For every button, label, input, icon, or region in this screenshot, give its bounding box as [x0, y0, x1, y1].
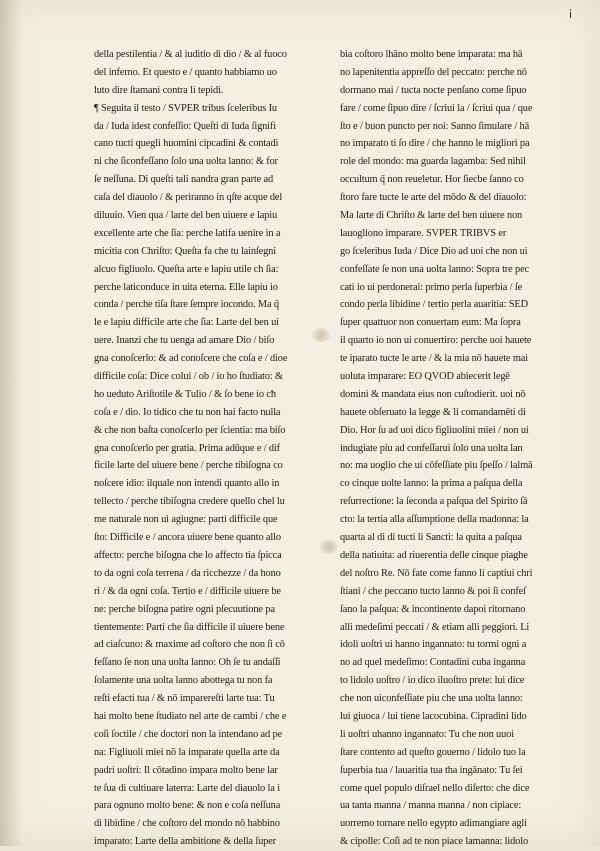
- text-line: che non uiconfeſſiate piu che una uolta lanno:: [340, 693, 523, 705]
- text-line: bia coſtoro lhāno molto bene imparata: ma hā: [340, 49, 523, 60]
- text-line: ſano la paſqua: & incontinente dapoi ritornano: [340, 603, 526, 615]
- text-line: idoli uoſtri ui hanno ingannato: tu tormi ogni a: [340, 639, 527, 651]
- text-line: gna conoſcerlo: & ad conoſcere che coſa e / dioe: [94, 353, 288, 365]
- text-line: na: Figliuoli miei nō la imparate quella arte da: [94, 746, 280, 758]
- text-line: lauogliono imparare. SVPER TRIBVS er: [340, 227, 507, 239]
- text-line: ſtare contento ad queſto gouerno / lidolo tuo la: [340, 746, 526, 758]
- text-line: coſa e / dio. Io tidico che tu non hai facto nulla: [94, 406, 281, 418]
- text-line: ſto: Difficile e / ancora uiuere bene quanto allo: [94, 532, 281, 544]
- text-line: ſuper quattuor non conuertam eum: Ma ſopra: [340, 317, 521, 329]
- text-line: excellente arte che ſia: perche latifa uenire in a: [94, 227, 281, 239]
- text-line: ni che ſiconfeſſano ſolo una uolta lanno: & for: [94, 156, 278, 168]
- text-line: conda / perche tiſa ſtare ſempre iocondo. Ma q̃: [94, 299, 279, 311]
- text-line: to da ogni coſa terrena / da ricchezze / da hono: [94, 567, 281, 579]
- text-line: tientemente: Parti che ſia difficile il uiuere bene: [94, 621, 285, 633]
- text-line: difficile coſa: Dice colui / ob / io ho ſtudiato: &: [94, 371, 283, 383]
- text-line: feſſano ſe non una uolta lanno: Oh ſe tu andaſſi: [94, 657, 281, 669]
- text-line: no ad quel medeſimo: Contadini cuba inganna: [340, 657, 526, 669]
- text-line: cano tucti quegli huomini cipcadini & contadi: [94, 138, 279, 150]
- text-line: go ſceleribus Iuda / Dice Dio ad uoi che non ui: [340, 245, 528, 257]
- text-line: imparato: Larte della ambitione & della ſuper: [94, 836, 276, 848]
- text-line: ne: perche biſogna patire ogni pſecuutione pa: [94, 603, 275, 615]
- text-line: alli medeſimi peccati / & etiam alli peggiori. Li: [340, 621, 530, 633]
- text-line: della natiuita: ad riuerentia delle cinque piaghe: [340, 549, 528, 561]
- left-column: [94, 46, 342, 851]
- text-line: occultum q̃ non reueletur. Hor ſiecbe ſanno co: [340, 174, 524, 186]
- text-line: no imparato ti ſo dire / che hanno le migliori pa: [340, 138, 530, 150]
- text-line: ſtoro fare tucte le arte del mōdo & del diauolo:: [340, 192, 527, 204]
- text-line: noſcere idio: ilquale non intendi quanto allo in: [94, 478, 280, 490]
- text-line: & che non baſta conoſcerlo per ſcientia: ma biſo: [94, 424, 286, 436]
- text-line: confeſſate ſe non una uolta lanno: Sopra tre pec: [340, 263, 529, 275]
- text-line: ſe neſſuna. Di queſti tali nandra gran parte ad: [94, 174, 274, 186]
- text-line: li uoſtri uhanno ingannato: Tu che non uuoi: [340, 728, 514, 740]
- text-line: luto dire ſtamani contra li tepidi.: [94, 84, 224, 96]
- right-column: [340, 46, 588, 851]
- text-line: uorremo tornare nello egypto adimangiare agli: [340, 818, 527, 830]
- text-line: coſi ſoctile / che doctori non la intendano ad pe: [94, 728, 282, 740]
- text-line: hai molto bene ſtudiato nel arte de cambi / che e: [94, 710, 287, 722]
- text-line: fare / come ſipuo dire / ſcriui la / ſcriui qua / que: [340, 102, 533, 114]
- text-line: dormano mai / tucta nocte penſano come ſipuo: [340, 84, 527, 96]
- text-line: te ſua di cultiuare laterra: Larte del diauolo la i: [94, 782, 280, 794]
- text-line: uoluta imparare: EO QVOD abiecerit legē: [340, 371, 510, 383]
- text-line: para ognuno molto bene: & non e coſa neſſuna: [94, 800, 281, 812]
- text-line: ri / & da ogni coſa. Tertio e / difficile uiuere be: [94, 585, 281, 597]
- text-line: condo perla libidine / tertio perla auaritia: SED: [340, 299, 528, 311]
- text-line: ficile larte del uiuere bene / perche tibiſogna co: [94, 460, 283, 472]
- text-line: cati io ui perdonerai: primo perla ſuperbia / ſe: [340, 281, 523, 293]
- text-line: te iparato tucte le arte / & la mia nō hauete mai: [340, 353, 528, 365]
- text-line: cto: la tertia alla aſſumptione della madonna: la: [340, 514, 529, 526]
- text-line: ſto e / buon puncto per noi: Sanno ſimulare / hā: [340, 120, 530, 132]
- text-line: to lidolo uoſtro / io dico iluoſtro prete: lui dice: [340, 675, 525, 687]
- text-line: di libidine / che coſtoro del mondo nō habbino: [94, 818, 280, 830]
- text-line: indugiate piu ad confeſſarui ſolo una uolta lan: [340, 442, 523, 454]
- text-line: lui giuoca / lui tiene lacocubina. Cipradini lido: [340, 710, 527, 722]
- text-line: co cinque uolte lanno: la prima a paſqua della: [340, 478, 523, 490]
- text-line: caſa del diauolo / & periranno in qſte acque del: [94, 192, 283, 204]
- text-line: uere. Inanzi che tu uenga ad amare Dio / biſo: [94, 335, 275, 347]
- text-line: diluuio. Vien qua / larte del ben uiuere e lapiu: [94, 210, 277, 222]
- text-line: ad ciaſcuno: & maxime ad coſtoro che non ſi cō: [94, 639, 285, 651]
- text-line: & cipolle: Coſi ad te non piace lamanna: lidolo: [340, 836, 529, 848]
- text-line: del noſtro Re. Nō fate come fanno li captiui chri: [340, 567, 533, 579]
- text-line: no: ma uoglio che ui cōfeſſiate piu ſpeſſo / lalmā: [340, 460, 533, 472]
- text-line: padri uoſtri: Il cōtadino impara molto bene lar: [94, 764, 278, 776]
- text-line: ſolamente una uolta lanno abottega tu non fa: [94, 675, 273, 687]
- text-line: da / Iuda idest confeſſio: Queſti di Iuda ſignifi: [94, 120, 276, 132]
- text-line: role del mondo: ma guarda lagamba: Sed nihil: [340, 156, 526, 168]
- text-line: domini & mandata eius non cuſtodierit. uoi nō: [340, 388, 526, 400]
- text-line: perche laticonduce in uita eterna. Elle lapiu io: [94, 281, 278, 293]
- text-line: ſuperbia tua / lauaritia tua tha ingānato: Tu ſei: [340, 764, 523, 776]
- text-line: Dio. Hor ſu ad uoi dico figliuolini miei / non ui: [340, 424, 529, 436]
- text-line: tellecto / perche tibiſogna credere quello chel lu: [94, 496, 285, 508]
- text-line: del inferno. Et questo e / quanto habbiamo uo: [94, 66, 277, 78]
- text-line: ¶ Seguita il testo / SVPER tribus ſceleribus Iu: [94, 102, 277, 114]
- text-line: alcuo figliuolo. Queſta arte e lapiu utile ch ſia:: [94, 263, 279, 275]
- text-line: Ma larte di Chriſto & larte del ben uiuere non: [340, 210, 523, 222]
- folio-number: ⅰ: [568, 9, 572, 21]
- text-line: reſurrectione: la ſeconda a paſqua del Spirito ſā: [340, 496, 528, 508]
- text-line: quarta al di di tucti li Sancti: la quita a paſqua: [340, 532, 522, 544]
- text-line: della pestilentia / & al iuditio di dio / & al fuoco: [94, 49, 287, 60]
- text-line: ho ueduto Ariſtotile & Tulio / & ſo bene io cħ: [94, 388, 276, 400]
- text-line: no lapenitentia appreſſo del peccato: perche nō: [340, 66, 527, 78]
- text-line: reſti efacti tua / & nō imparereſti larte tua: Tu: [94, 693, 275, 705]
- text-line: ua tanta manna / manna manna / non cipiace:: [340, 800, 522, 812]
- text-line: le e lapiu difficile arte che ſia: Larte del ben ui: [94, 317, 279, 329]
- binding-shadow: [0, 0, 22, 846]
- text-line: hauete obſeruato la legge & li comandamēti di: [340, 406, 526, 418]
- text-line: me naturale non ui agiugne: parti difficile que: [94, 514, 278, 526]
- text-line: ſtiani / che peccano tucto lanno & poi ſi confeſ: [340, 585, 526, 597]
- text-line: come quel populo diſrael nello diſerto: che dice: [340, 782, 530, 794]
- text-line: il quarto io non ui conuertiro: perche uoi hauete: [340, 335, 532, 347]
- text-line: affecto: perche biſogna che lo affecto tia ſpicca: [94, 549, 282, 561]
- text-line: micitia con Chriſto: Queſta fa che tu lainſegni: [94, 245, 276, 257]
- text-line: gna conoſcerlo per gratia. Prima adūque e / dif: [94, 442, 280, 454]
